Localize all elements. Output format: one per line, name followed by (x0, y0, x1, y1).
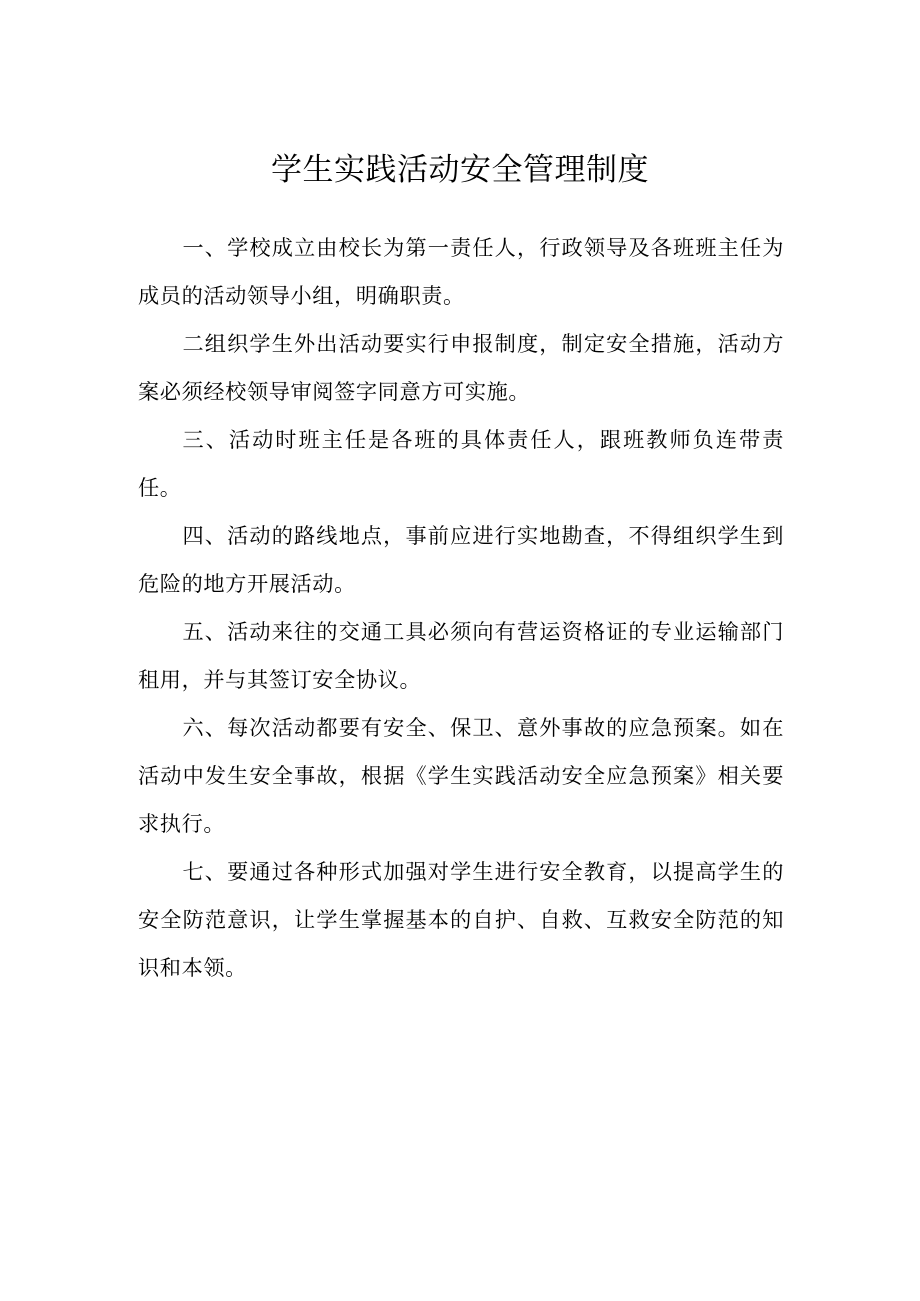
paragraph-5: 五、活动来往的交通工具必须向有营运资格证的专业运输部门租用，并与其签订安全协议。 (138, 619, 784, 692)
paragraph-7: 七、要通过各种形式加强对学生进行安全教育，以提高学生的安全防范意识，让学生掌握基本的自护、自救、互救安全防范的知识和本领。 (138, 859, 784, 980)
paragraph-3: 三、活动时班主任是各班的具体责任人，跟班教师负连带责任。 (138, 427, 784, 500)
document-title: 学生实践活动安全管理制度 (271, 152, 649, 188)
paragraph-1: 一、学校成立由校长为第一责任人，行政领导及各班班主任为成员的活动领导小组，明确职责。 (138, 235, 784, 308)
paragraph-2: 二组织学生外出活动要实行申报制度，制定安全措施，活动方案必须经校领导审阅签字同意方可实施。 (138, 331, 784, 404)
paragraph-6: 六、每次活动都要有安全、保卫、意外事故的应急预案。如在活动中发生安全事故，根据《学生实践活动安全应急预案》相关要求执行。 (138, 715, 784, 836)
document-body (138, 224, 784, 992)
paragraph-4: 四、活动的路线地点，事前应进行实地勘查，不得组织学生到危险的地方开展活动。 (138, 523, 784, 596)
